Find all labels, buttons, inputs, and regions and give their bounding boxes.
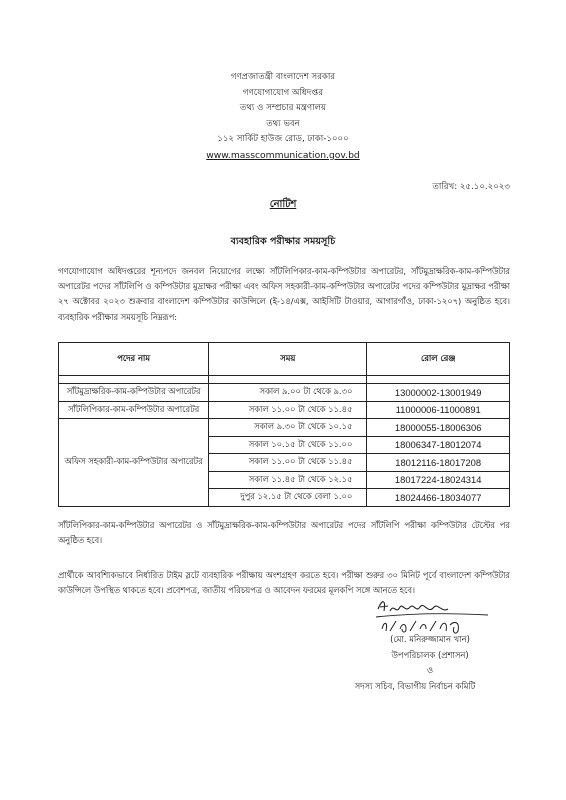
- signatory-designation: উপপরিচালক (প্রশাসন): [391, 649, 469, 660]
- time-cell: দুপুর ১২.১৫ টা থেকে বেলা ১.০০: [209, 489, 367, 507]
- roll-cell: 11000006-11000891: [367, 401, 510, 419]
- time-cell: সকাল ১০.১৫ টা থেকে ১১.০০: [209, 436, 367, 454]
- header-time: সময়: [209, 343, 367, 376]
- header-address: ১১২ সার্কিট হাউজ রোড, ঢাকা-১০০০: [217, 134, 349, 144]
- table-row: [59, 401, 510, 419]
- roll-cell: 18006347-18012074: [367, 436, 510, 454]
- notice-subject: ব্যবহারিক পরীক্ষার সময়সূচি: [230, 236, 336, 247]
- table-header-row: [59, 343, 510, 376]
- signatory-block: [330, 632, 530, 663]
- shorthand-note-paragraph: সাঁটলিপিকার-কাম-কম্পিউটার অপারেটর ও সাঁটমুদ্রাক্ষরিক-কাম-কম্পিউটার অপারেটর পদের সাঁটলিপি পরীক্ষা কম্পিউটার টেস্টের পর অনুষ্ঠিত হবে।: [58, 520, 510, 546]
- header-post: পদের নাম: [59, 343, 209, 376]
- header-website-link[interactable]: www.masscommunication.gov.bd: [206, 149, 360, 161]
- table-row: [59, 384, 510, 402]
- roll-cell: 18024466-18034077: [367, 489, 510, 507]
- intro-paragraph: গণযোগাযোগ অধিদপ্তরের শূন্যপদে জনবল নিয়োগের লক্ষ্যে সাঁটলিপিকার-কাম-কম্পিউটার অপারেটর, সাঁটমুদ্রাক্ষরিক-কাম-কম্পিউটার অপারেটর পদের সাঁটলিপি ও কম্পিউটার মুদ্রাক্ষর পরীক্ষা এবং অফিস সহকারী-কাম-কম্পিউটার অপারেটর পদের কম্পিউটার মুদ্রাক্ষর পরীক্ষা ২৭ অক্টোবর ২০২৩ শুক্রবার বাংলাদেশ কম্পিউটার কাউন্সিলে (ই-১৪/এক্স, আইসিটি টাওয়ার, আগারগাঁও, ঢাকা-১২০৭) অনুষ্ঠিত হবে। ব্যবহারিক পরীক্ষার সময়সূচি নিম্নরূপ:: [58, 266, 510, 322]
- table-row: [59, 419, 510, 437]
- schedule-table: [58, 342, 510, 507]
- time-cell: সকাল ১১.০০ টা থেকে ১১.৪৫: [209, 401, 367, 419]
- header-government: গণপ্রজাতন্ত্রী বাংলাদেশ সরকার: [230, 72, 336, 82]
- time-cell: সকাল ১১.০০ টা থেকে ১১.৪৫: [209, 454, 367, 472]
- header-building: তথ্য ভবন: [266, 118, 300, 129]
- header-ministry: তথ্য ও সম্প্রচার মন্ত্রণালয়: [239, 103, 327, 113]
- table-spacer-row: [59, 376, 510, 384]
- time-cell: সকাল ৯.৩০ টা থেকে ১০.১৫: [209, 419, 367, 437]
- notice-title: [0, 197, 566, 214]
- time-cell: সকাল ৯.০০ টা থেকে ৯.৩০: [209, 384, 367, 402]
- signatory-name: (মো. মনিরুজ্জামান খান): [390, 634, 470, 644]
- post-cell: সাঁটমুদ্রাক্ষরিক-কাম-কম্পিউটার অপারেটর: [59, 384, 209, 402]
- post-cell-office-assistant: অফিস সহকারী-কাম-কম্পিউটার অপারেটর: [59, 419, 209, 507]
- signatory-role: সদস্য সচিব, বিভাগীয় নির্বাচন কমিটি: [354, 681, 476, 691]
- post-cell: সাঁটলিপিকার-কাম-কম্পিউটার অপারেটর: [59, 401, 209, 419]
- time-cell: সকাল ১১.৪৫ টা থেকে ১২.১৫: [209, 471, 367, 489]
- notice-title-text: নোটিশ: [269, 199, 297, 210]
- roll-cell: 18017224-18024314: [367, 471, 510, 489]
- header-roll-range: রোল রেঞ্জ: [367, 343, 510, 376]
- roll-cell: 18000055-18006306: [367, 419, 510, 437]
- header-department: গণযোগাযোগ অধিদপ্তর: [242, 87, 324, 98]
- office-header: [0, 70, 566, 163]
- instruction-paragraph: প্রার্থীকে আবশ্যিকভাবে নির্ধারিত টাইম স্লটে ব্যবহারিক পরীক্ষায় অংশগ্রহণ করতে হবে। পরীক্ষা শুরুর ৩০ মিনিট পূর্বে বাংলাদেশ কম্পিউটার কাউন্সিলে উপস্থিত থাকতে হবে। প্রবেশপত্র, জাতীয় পরিচয়পত্র ও আবেদন ফরমের মূলকপি সঙ্গে আনতে হবে।: [58, 570, 510, 596]
- notice-date: তারিখ: ২৫.১০.২০২৩: [432, 182, 510, 192]
- roll-cell: 18012116-18017208: [367, 454, 510, 472]
- roll-cell: 13000002-13001949: [367, 384, 510, 402]
- signatory-and: ও: [426, 665, 434, 675]
